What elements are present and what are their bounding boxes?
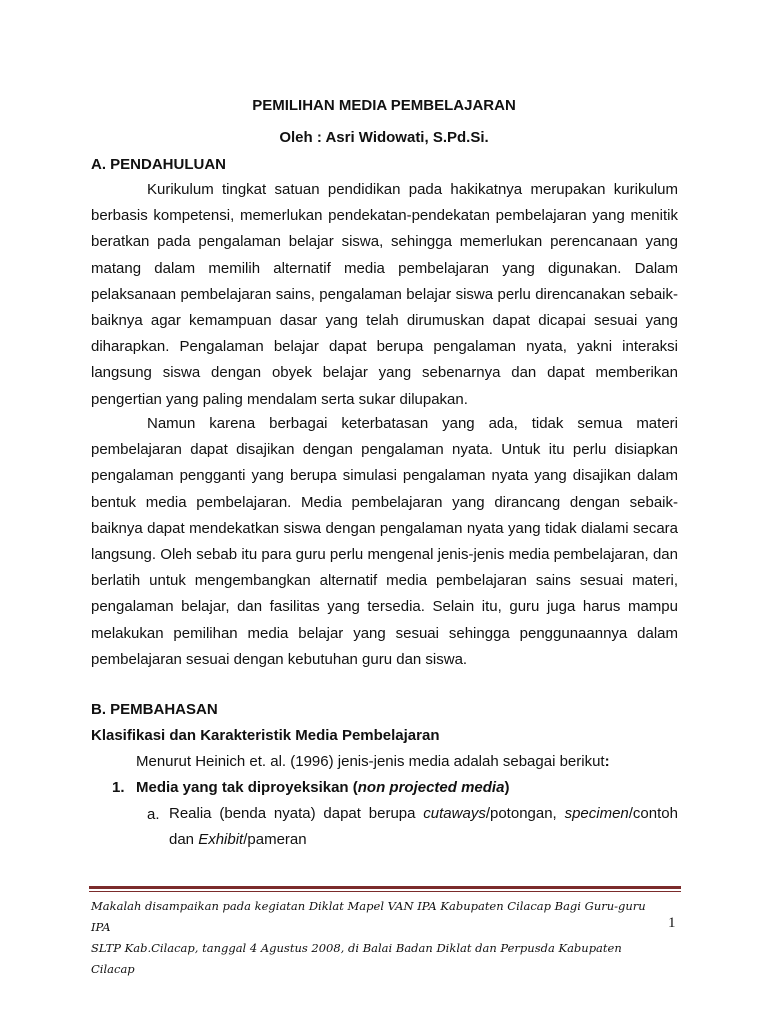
footer-rule-thin — [89, 891, 681, 892]
document-author: Oleh : Asri Widowati, S.Pd.Si. — [279, 129, 489, 146]
footer-line-2: SLTP Kab.Cilacap, tanggal 4 Agustus 2008, di Balai Badan Diklat dan Perpusda Kabupaten Cilacap — [91, 941, 622, 976]
list-item-1a-text-part: /contoh dan — [169, 805, 678, 849]
section-a-heading: A. PENDAHULUAN — [91, 156, 226, 173]
list-item-1-label-close: ) — [504, 779, 510, 796]
footer-line-1: Makalah disampaikan pada kegiatan Diklat Mapel VAN IPA Kabupaten Cilacap Bagi Guru-guru IPA — [91, 899, 646, 934]
list-item-1-number: 1. — [112, 779, 125, 796]
section-b-subheading: Klasifikasi dan Karakteristik Media Pembelajaran — [91, 727, 440, 744]
section-a-paragraph-1: Kurikulum tingkat satuan pendidikan pada hakikatnya merupakan kurikulum berbasis kompetensi, memerlukan pendekatan-pendekatan pembelajaran yang menitik beratkan pada pengalaman belajar siswa, sehingga memerlukan perencanaan yang matang dalam memilih alternatif media pembelajaran yang digunakan. Dalam pelaksanaan pembelajaran sains, pengalaman belajar siswa perlu direncanakan sebaik-baiknya agar kemampuan dasar yang telah dirumuskan dapat dicapai sesuai yang diharapkan. Pengalaman belajar dapat berupa pengalaman nyata, yakni interaksi langsung siswa dengan obyek belajar yang sebenarnya dan dapat memberikan pengertian yang paling mendalam serta sukar dilupakan. — [91, 181, 678, 408]
section-b-intro — [136, 753, 610, 770]
list-item-1a-italic-specimen: specimen — [564, 805, 629, 822]
footer-rule-thick — [89, 886, 681, 889]
list-item-1-label-italic: non projected media — [357, 779, 505, 796]
list-item-1a-italic-cutaways: cutaways — [423, 805, 486, 822]
list-item-1-label — [136, 779, 509, 796]
page-number: 1 — [668, 915, 676, 931]
section-b-heading: B. PEMBAHASAN — [91, 701, 218, 718]
section-b-intro-text: Menurut Heinich et. al. (1996) jenis-jenis media adalah sebagai berikut — [136, 753, 605, 770]
document-title: PEMILIHAN MEDIA PEMBELAJARAN — [252, 97, 516, 114]
list-item-1a-italic-exhibit: Exhibit — [198, 831, 244, 849]
section-a-paragraph-2: Namun karena berbagai keterbatasan yang ada, tidak semua materi pembelajaran dapat disajikan dengan pengalaman nyata. Untuk itu perlu disiapkan pengalaman pengganti yang berupa simulasi pengalaman nyata yang disajikan dalam bentuk media pembelajaran. Media pembelajaran yang dirancang dengan sebaik-baiknya dapat mendekatkan siswa dengan pengalaman nyata yang tidak dialami secara langsung. Oleh sebab itu para guru perlu mengenal jenis-jenis media pembelajaran, dan berlatih untuk mengembangkan alternatif media pembelajaran sains sesuai materi, pengalaman belajar, dan fasilitas yang tersedia. Selain itu, guru juga harus mampu melakukan pemilihan media belajar yang sesuai sehingga penggunaannya dalam pembelajaran sesuai dengan kebutuhan guru dan siswa. — [91, 415, 678, 668]
list-item-1-label-text: Media yang tak diproyeksikan ( — [136, 779, 358, 796]
list-item-1a-letter: a. — [147, 806, 160, 823]
list-item-1a-text-part: /potongan, — [485, 805, 565, 822]
list-item-1a-text — [169, 801, 678, 853]
list-item-1a-text-part: Realia (benda nyata) dapat berupa — [169, 805, 424, 822]
list-item-1a-text-part: /pameran — [243, 831, 307, 849]
section-b-intro-colon: : — [604, 753, 610, 770]
footer-note — [91, 896, 651, 980]
